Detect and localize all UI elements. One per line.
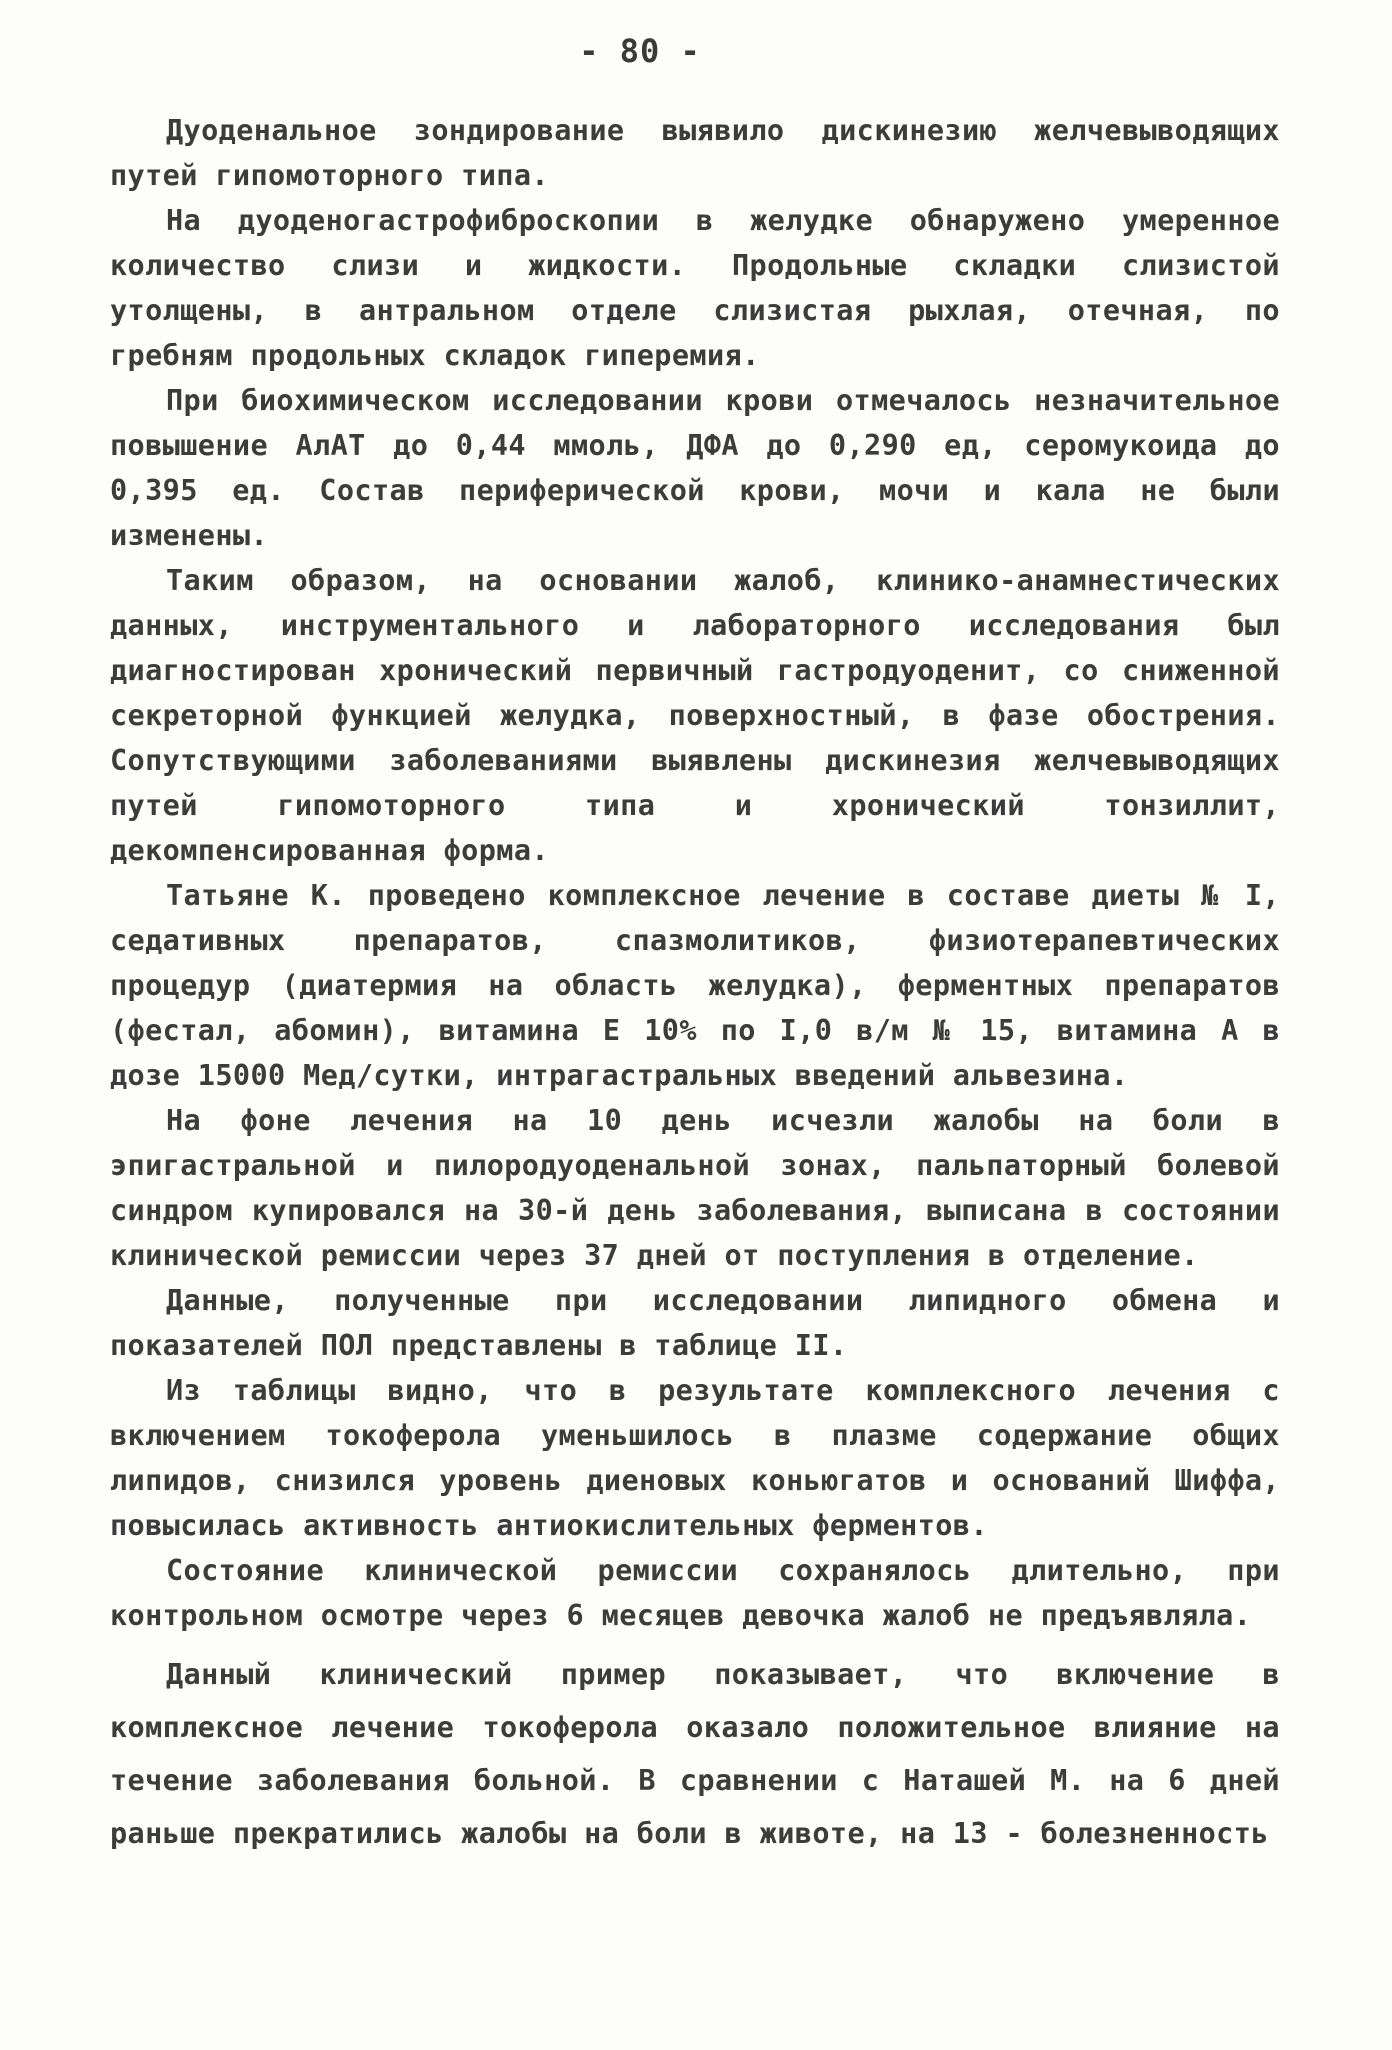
page-number: - 80 -	[579, 32, 701, 70]
paragraph-remission: Состояние клинической ремиссии сохранялось длительно, при контрольном осмотре через 6 месяцев девочка жалоб не предъявляла.	[110, 1554, 1280, 1632]
paragraph-table-findings: Из таблицы видно, что в результате комплексного лечения с включением токоферола уменьшилось в плазме содержание общих липидов, снизился уровень диеновых коньюгатов и оснований Шиффа, повысилась активность антиокислительных ферментов.	[110, 1374, 1280, 1542]
paragraph-biochemistry: При биохимическом исследовании крови отмечалось незначительное повышение АлАТ до 0,44 ммоль, ДФА до 0,290 ед, серомукоида до 0,395 ед. Состав периферической крови, мочи и кала не были изменены.	[110, 384, 1280, 552]
paragraph-gastrofibroscopy: На дуоденогастрофиброскопии в желудке обнаружено умеренное количество слизи и жидкости. Продольные складки слизистой утолщены, в антральном отделе слизистая рыхлая, отечная, по гребням продольных складок гиперемия.	[110, 204, 1280, 372]
paragraph-treatment-course: На фоне лечения на 10 день исчезли жалобы на боли в эпигастральной и пилородуоденальной зонах, пальпаторный болевой синдром купировался на 30-й день заболевания, выписана в состоянии клинической ремиссии через 37 дней от поступления в отделение.	[110, 1104, 1280, 1272]
paragraph-treatment: Татьяне К. проведено комплексное лечение в составе диеты № I, седативных препаратов, спазмолитиков, физиотерапевтических процедур (диатермия на область желудка), ферментных препаратов (фестал, абомин), витамина Е 10% по I,0 в/м № 15, витамина А в дозе 15000 Мед/сутки, интрагастральных введений альвезина.	[110, 879, 1280, 1092]
paragraph-duodenal-probing: Дуоденальное зондирование выявило дискинезию желчевыводящих путей гипомоторного типа.	[110, 114, 1280, 192]
paragraph-table-reference: Данные, полученные при исследовании липидного обмена и показателей ПОЛ представлены в таблице II.	[110, 1284, 1280, 1362]
paragraph-conclusion: Данный клинический пример показывает, что включение в комплексное лечение токоферола оказало положительное влияние на течение заболевания больной. В сравнении с Наташей М. на 6 дней раньше прекратились жалобы на боли в животе, на 13 - болезненность	[110, 1658, 1280, 1850]
paragraph-diagnosis: Таким образом, на основании жалоб, клинико-анамнестических данных, инструментального и лабораторного исследования был диагностирован хронический первичный гастродуоденит, со сниженной секреторной функцией желудка, поверхностный, в фазе обострения. Сопутствующими заболеваниями выявлены дискинезия желчевыводящих путей гипомоторного типа и хронический тонзиллит, декомпенсированная форма.	[110, 564, 1280, 867]
body-text	[110, 108, 1280, 1860]
